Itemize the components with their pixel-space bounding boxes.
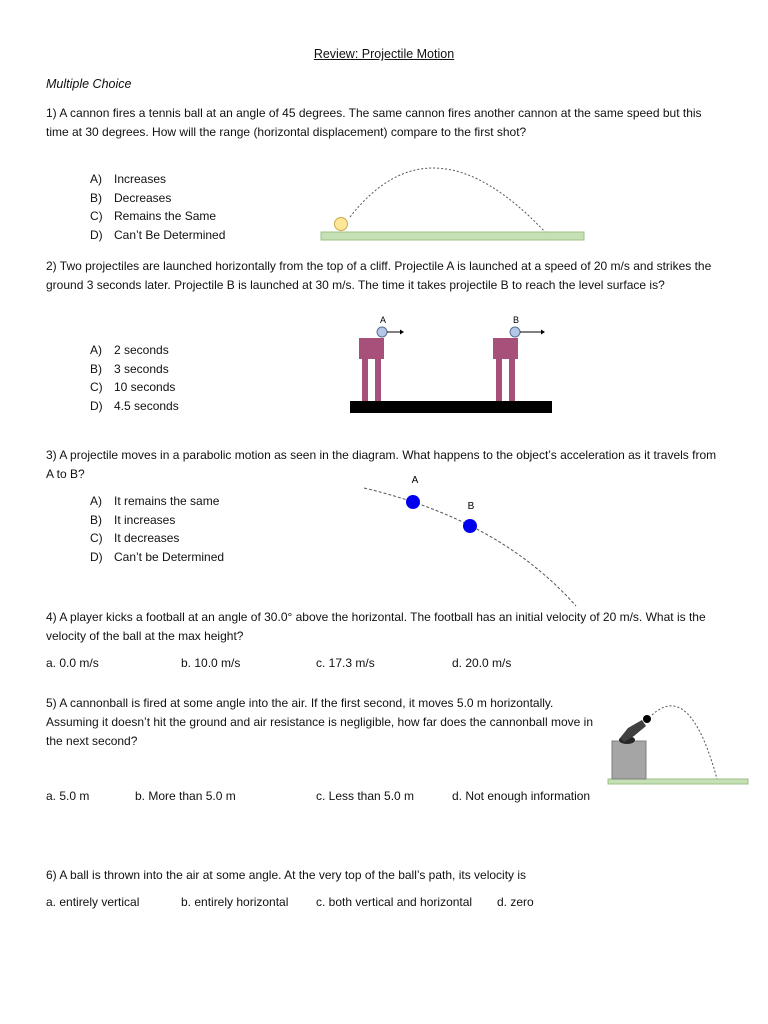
question-1-text: 1) A cannon fires a tennis ball at an angle of 45 degrees. The same cannon fires another cannon at the same speed but this time at 30 degrees. How will the range (horizontal displacement) compare to the first shot? bbox=[46, 106, 702, 139]
option-b: B) Decreases bbox=[90, 190, 172, 205]
option-d: D) 4.5 seconds bbox=[90, 398, 179, 413]
option-a: A) It remains the same bbox=[90, 494, 220, 508]
answer-a: a. 5.0 m bbox=[46, 789, 90, 803]
answer-b: b. entirely horizontal bbox=[181, 895, 289, 909]
label-a: A bbox=[411, 475, 419, 486]
answer-d: d. zero bbox=[497, 895, 534, 909]
answer-d: d. 20.0 m/s bbox=[452, 656, 512, 670]
answer-b: b. 10.0 m/s bbox=[181, 656, 241, 670]
cannonball bbox=[643, 715, 651, 723]
q5-ground bbox=[608, 779, 748, 784]
question-6-text: 6) A ball is thrown into the air at some angle. At the very top of the ball’s path, its velocity is bbox=[46, 868, 527, 882]
option-d: D) Can’t be Determined bbox=[90, 549, 225, 564]
question-4-text: 4) A player kicks a football at an angle of 30.0° above the horizontal. The football has an initial velocity of 20 m/s. What is the velocity of the ball at the max height? bbox=[46, 610, 706, 643]
label-b: B bbox=[467, 501, 475, 512]
answer-c: c. Less than 5.0 m bbox=[316, 789, 415, 803]
section-heading: Multiple Choice bbox=[46, 77, 132, 91]
option-b: B) 3 seconds bbox=[90, 361, 169, 376]
option-c: C) Remains the Same bbox=[90, 209, 217, 223]
page-title: Review: Projectile Motion bbox=[313, 47, 455, 61]
answer-a: a. 0.0 m/s bbox=[46, 656, 99, 670]
answer-c: c. both vertical and horizontal bbox=[316, 895, 473, 909]
cannon-base bbox=[612, 741, 646, 779]
option-d: D) Can’t Be Determined bbox=[90, 227, 226, 242]
label-b: B bbox=[512, 315, 520, 325]
question-5-text: 5) A cannonball is fired at some angle into the air. If the first second, it moves 5.0 m horizontally. Assuming it doesn’t hit the ground and air resistance is negligible, how far does the cannonball move in the next second? bbox=[46, 696, 593, 748]
q5-trajectory bbox=[652, 706, 717, 779]
option-a: A) Increases bbox=[90, 172, 167, 186]
label-a: A bbox=[379, 315, 387, 325]
answer-a: a. entirely vertical bbox=[46, 895, 140, 909]
option-b: B) It increases bbox=[90, 512, 176, 527]
answer-c: c. 17.3 m/s bbox=[316, 656, 375, 670]
option-c: C) It decreases bbox=[90, 531, 180, 545]
option-c: C) 10 seconds bbox=[90, 380, 176, 394]
question-3-text: 3) A projectile moves in a parabolic motion as seen in the diagram. What happens to the object’s acceleration as it travels from A to B? bbox=[46, 448, 717, 481]
option-a: A) 2 seconds bbox=[90, 343, 169, 357]
question-2-text: 2) Two projectiles are launched horizontally from the top of a cliff. Projectile A is launched at a speed of 20 m/s and strikes the ground 3 seconds later. Projectile B is launched at 30 m/s. The time it takes projectile B to reach the level surface is? bbox=[46, 259, 712, 292]
answer-b: b. More than 5.0 m bbox=[135, 789, 236, 803]
answer-d: d. Not enough information bbox=[452, 789, 591, 803]
